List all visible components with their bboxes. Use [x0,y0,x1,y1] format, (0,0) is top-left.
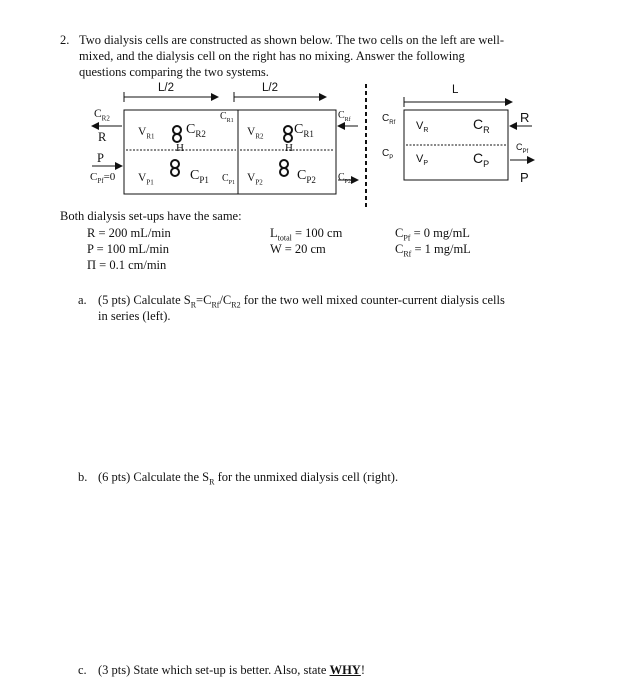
intro-line-2: mixed, and the dialysis cell on the right has no mixing. Answer the following [79,49,465,63]
cell1-membrane-mark: H [176,142,184,154]
c-r1-between: $C_{R1}$ [220,111,234,124]
question-a-line2: in series (left). [98,309,171,323]
half-length-label-2: L/2 [262,82,278,94]
c-p1-between: $C_{P1}$ [222,173,236,186]
right-v-r: $V_R$ [416,120,429,135]
param-cpf: $C_{Pf} = 0$ mg/mL [395,226,470,243]
intro-line-1: Two dialysis cells are constructed as shown below. The two cells on the left are well- [79,33,505,47]
param-r: R = 200 mL/min [87,226,171,240]
right-c-pf: $C_{Pf}$ [516,142,529,155]
right-v-p: $V_P$ [416,153,429,168]
param-ltotal: $L_{total} = 100$ cm [270,226,343,243]
param-pi: Π = 0.1 cm/min [87,258,167,272]
right-c-p-big: $C_P$ [473,150,490,169]
c-pf-zero: $C_{Pf}=0$ [90,171,116,186]
dimension-half-2 [234,92,326,102]
cell1-v-r: $V_{R1}$ [138,126,155,141]
full-length-label: L [452,84,459,96]
dimension-full [404,97,512,107]
right-c-r-big: $C_R$ [473,116,490,135]
param-crf: $C_{Rf} = 1$ mg/mL [395,242,471,259]
cell2-c-p: $C_{P2}$ [297,168,316,185]
why-emphasis: WHY [329,663,361,677]
c-p2-outlet: $C_{P2}$ [338,172,352,185]
question-b-text: (6 pts) Calculate the $S_R$ for the unmixed dialysis cell (right). [98,470,399,487]
param-w: W = 20 cm [270,242,326,256]
cell1-c-r: $C_{R2}$ [186,122,206,139]
question-a-label: a. [78,293,87,307]
question-c-label: c. [78,663,87,677]
cell1-v-p: $V_{P1}$ [138,172,154,187]
right-c-p: $C_P$ [382,148,394,161]
right-r-label: R [520,110,530,125]
p-stream-label: P [97,151,104,165]
question-c-text: (3 pts) State which set-up is better. Also, state WHY! [98,663,365,677]
r-stream-label: R [98,130,107,144]
right-p-label: P [520,170,529,185]
half-length-label-1: L/2 [158,82,174,94]
param-p: P = 100 mL/min [87,242,169,256]
c-r2-outlet: $C_{R2}$ [94,108,110,123]
intro-line-3: questions comparing the two systems. [79,65,269,79]
problem-number: 2. [60,33,70,47]
question-a-text: (5 pts) Calculate $S_R=C_{Rf}/C_{R2}$ for the two well mixed counter-current dialysis cells [98,293,505,310]
cell2-c-r: $C_{R1}$ [294,122,314,139]
cell2-v-p: $V_{P2}$ [247,172,263,187]
cell1-c-p: $C_{P1}$ [190,168,209,185]
question-b-label: b. [78,470,88,484]
cell2-membrane-mark: H [285,142,293,154]
right-c-rf: $C_{Rf}$ [382,113,396,126]
c-rf-inlet: $C_{Rf}$ [338,110,351,123]
cell2-v-r: $V_{R2}$ [247,126,264,141]
same-setup-heading: Both dialysis set-ups have the same: [60,209,242,223]
